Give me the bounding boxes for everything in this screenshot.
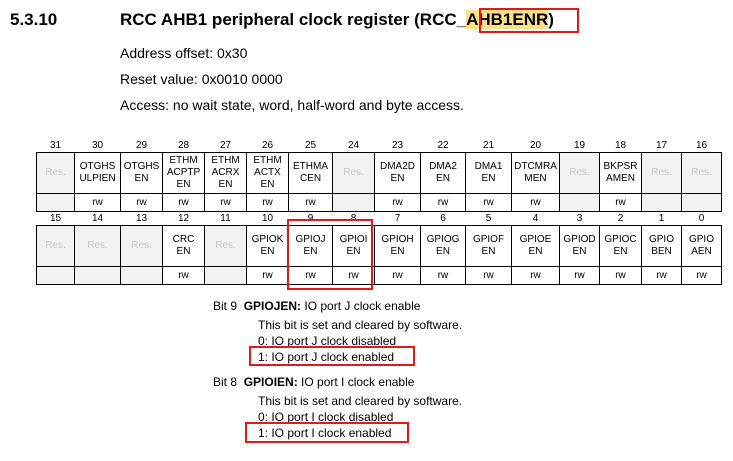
field-name-line: MEN	[524, 173, 547, 184]
access-cell: rw	[247, 267, 289, 285]
bit8-field-desc: IO port I clock enable	[297, 375, 415, 389]
access-cell	[682, 194, 722, 212]
access-cell: rw	[512, 194, 560, 212]
field-name-line: AEN	[691, 246, 712, 257]
title-highlight: AHB1ENR	[466, 10, 549, 29]
field-name-line: GPIOF	[472, 234, 505, 245]
access-cell: rw	[163, 267, 205, 285]
field-name-line: EN	[572, 246, 587, 257]
bit-number-29: 29	[135, 139, 148, 151]
reserved-field	[75, 226, 121, 267]
field-name-line: EN	[436, 246, 450, 257]
bit-number-21: 21	[482, 139, 495, 151]
field-name-line: Res.	[45, 240, 66, 251]
access-cell	[642, 194, 682, 212]
bit-number-2: 2	[617, 212, 624, 224]
access-cell	[37, 194, 75, 212]
access-cell: rw	[247, 194, 289, 212]
bit-number-0: 0	[698, 212, 705, 224]
field-gpiocen	[600, 226, 642, 267]
address-offset: Address offset: 0x30	[120, 45, 248, 61]
field-name-line: ACRX	[211, 167, 240, 178]
field-name-line: GPIOK	[251, 234, 284, 245]
access-cell: rw	[289, 194, 333, 212]
bit-number-13: 13	[135, 212, 148, 224]
reserved-field	[642, 153, 682, 194]
field-name-line: OTGHS	[123, 161, 160, 172]
field-name-line: BEN	[651, 246, 672, 257]
upper-bit-number-row	[37, 139, 722, 153]
access-cell: rw	[512, 267, 560, 285]
bit9-field-name: GPIOJEN:	[243, 299, 302, 313]
field-name-line: CEN	[299, 173, 322, 184]
bit-number-7: 7	[394, 212, 401, 224]
field-name-line: EN	[481, 246, 496, 257]
field-dma2en	[421, 153, 466, 194]
field-name-line: ETHM	[253, 155, 282, 166]
field-crcen	[163, 226, 205, 267]
reserved-field	[121, 226, 163, 267]
field-name-line: ETHMA	[293, 161, 328, 172]
access-cell	[37, 267, 75, 285]
field-bkpsramen	[600, 153, 642, 194]
field-name-line: ACTX	[254, 167, 281, 178]
field-gpiohen	[375, 226, 421, 267]
reset-value: Reset value: 0x0010 0000	[120, 71, 283, 87]
access-info: Access: no wait state, word, half-word and byte access.	[120, 97, 464, 113]
field-name-line: EN	[176, 246, 191, 257]
section-title	[120, 10, 554, 30]
access-cell: rw	[421, 194, 466, 212]
field-gpiogen	[421, 226, 466, 267]
bit9-note: This bit is set and cleared by software.	[258, 318, 463, 332]
field-name-line: OTGHS	[79, 161, 116, 172]
bit9-field-desc: IO port J clock enable	[301, 299, 421, 313]
register-bit-table	[36, 139, 722, 285]
bit9-label: Bit 9	[213, 299, 238, 313]
bit8-value1: 1: IO port I clock enabled	[258, 426, 392, 440]
field-name-line: EN	[260, 179, 275, 190]
access-cell: rw	[163, 194, 205, 212]
bit-number-24: 24	[347, 139, 360, 151]
field-name-line: GPIOJ	[295, 234, 326, 245]
field-name-line: EN	[436, 173, 450, 184]
upper-access-row	[37, 194, 722, 212]
access-cell: rw	[333, 267, 375, 285]
bit-number-22: 22	[437, 139, 449, 151]
bit8-field-name: GPIOIEN:	[243, 375, 298, 389]
field-name-line: DMA2	[429, 161, 457, 172]
bit-number-6: 6	[440, 212, 446, 224]
field-name-line: GPIOI	[339, 234, 368, 245]
bit-number-11: 11	[220, 212, 231, 224]
field-name-line: EN	[481, 173, 496, 184]
access-cell	[75, 267, 121, 285]
field-name-line: ULPIEN	[79, 173, 116, 184]
field-name-line: GPIOD	[563, 234, 596, 245]
field-gpioaen	[682, 226, 722, 267]
field-gpioeen	[512, 226, 560, 267]
field-name-line: DMA2D	[379, 161, 415, 172]
reserved-field	[37, 226, 75, 267]
bit-number-1: 1	[658, 212, 665, 224]
field-name-line: GPIO	[688, 234, 714, 245]
bit9-heading	[213, 299, 420, 313]
field-name-line: DTCMRA	[514, 161, 557, 172]
access-cell: rw	[600, 194, 642, 212]
field-name-line: Res.	[45, 167, 66, 178]
bit-number-30: 30	[91, 139, 104, 151]
bit-number-28: 28	[177, 139, 190, 151]
field-name-line: EN	[613, 246, 628, 257]
bit-number-20: 20	[529, 139, 542, 151]
access-cell: rw	[642, 267, 682, 285]
bit-number-12: 12	[177, 212, 190, 224]
lower-field-name-row	[37, 226, 722, 267]
field-name-line: EN	[528, 246, 543, 257]
field-dma1en	[466, 153, 512, 194]
field-gpiofen	[466, 226, 512, 267]
bit-number-17: 17	[655, 139, 668, 151]
bit-number-9: 9	[307, 212, 314, 224]
access-cell: rw	[205, 194, 247, 212]
lower-bit-number-row	[37, 212, 722, 226]
access-cell: rw	[600, 267, 642, 285]
bit-number-26: 26	[261, 139, 274, 151]
access-cell	[333, 194, 375, 212]
bit-number-25: 25	[304, 139, 317, 151]
bit-number-4: 4	[532, 212, 539, 224]
field-name-line: GPIO	[648, 234, 674, 245]
bit-number-14: 14	[91, 212, 104, 224]
bit-number-27: 27	[219, 139, 232, 151]
access-cell: rw	[375, 267, 421, 285]
bit-number-31: 31	[49, 139, 62, 151]
title-suffix: )	[548, 10, 554, 29]
field-name-line: EN	[134, 173, 149, 184]
field-name-line: Res.	[691, 167, 712, 178]
field-name-line: EN	[176, 179, 191, 190]
bit-number-5: 5	[485, 212, 492, 224]
bit-number-15: 15	[49, 212, 62, 224]
access-cell: rw	[75, 194, 121, 212]
field-gpiojen	[289, 226, 333, 267]
field-gpioben	[642, 226, 682, 267]
bit8-note: This bit is set and cleared by software.	[258, 394, 463, 408]
field-name-line: DMA1	[474, 161, 503, 172]
reserved-field	[205, 226, 247, 267]
bit8-label: Bit 8	[213, 375, 238, 389]
field-name-line: EN	[218, 179, 233, 190]
access-cell: rw	[421, 267, 466, 285]
bit9-value0: 0: IO port J clock disabled	[258, 334, 397, 348]
field-ethmacen	[289, 153, 333, 194]
access-cell	[121, 267, 163, 285]
field-name-line: GPIOC	[604, 234, 637, 245]
bit8-value0: 0: IO port I clock disabled	[258, 410, 394, 424]
access-cell: rw	[121, 194, 163, 212]
field-name-line: EN	[260, 246, 275, 257]
bit9-value1: 1: IO port J clock enabled	[258, 350, 395, 364]
bit-number-3: 3	[576, 212, 583, 224]
access-cell: rw	[289, 267, 333, 285]
section-number: 5.3.10	[10, 10, 58, 29]
field-name-line: Res.	[215, 240, 236, 251]
field-name-line: AMEN	[606, 173, 635, 184]
bit8-heading	[213, 375, 414, 389]
field-name-line: ETHM	[169, 155, 198, 166]
bit-number-16: 16	[695, 139, 708, 151]
upper-field-name-row	[37, 153, 722, 194]
field-name-line: ETHM	[211, 155, 240, 166]
field-gpioien	[333, 226, 375, 267]
field-name-line: Res.	[343, 167, 364, 178]
field-name-line: GPIOG	[426, 234, 460, 245]
field-dtcmramen	[512, 153, 560, 194]
field-name-line: BKPSR	[603, 161, 638, 172]
reserved-field	[333, 153, 375, 194]
access-cell	[205, 267, 247, 285]
field-gpioken	[247, 226, 289, 267]
bit-number-23: 23	[391, 139, 404, 151]
field-name-line: GPIOE	[519, 234, 552, 245]
field-name-line: Res.	[87, 240, 108, 251]
bit-number-8: 8	[350, 212, 357, 224]
field-name-line: Res.	[569, 167, 590, 178]
reserved-field	[37, 153, 75, 194]
field-name-line: EN	[390, 246, 405, 257]
field-dma2den	[375, 153, 421, 194]
access-cell: rw	[466, 267, 512, 285]
field-gpioden	[560, 226, 600, 267]
field-ethmactxen	[247, 153, 289, 194]
access-cell	[560, 194, 600, 212]
field-name-line: EN	[346, 246, 361, 257]
title-prefix: RCC AHB1 peripheral clock register (RCC_	[120, 10, 467, 29]
field-otghsen	[121, 153, 163, 194]
field-ethmacrxen	[205, 153, 247, 194]
bit-number-18: 18	[614, 139, 627, 151]
field-otghsulpien	[75, 153, 121, 194]
field-name-line: Res.	[131, 240, 152, 251]
access-cell: rw	[375, 194, 421, 212]
access-cell: rw	[560, 267, 600, 285]
reserved-field	[560, 153, 600, 194]
field-name-line: ACPTP	[166, 167, 201, 178]
access-cell: rw	[682, 267, 722, 285]
field-name-line: CRC	[172, 234, 195, 245]
field-name-line: EN	[390, 173, 405, 184]
field-name-line: EN	[303, 246, 318, 257]
field-ethmacptpen	[163, 153, 205, 194]
bit-number-19: 19	[573, 139, 586, 151]
reserved-field	[682, 153, 722, 194]
field-name-line: GPIOH	[381, 234, 414, 245]
lower-access-row	[37, 267, 722, 285]
field-name-line: Res.	[651, 167, 672, 178]
bit-number-10: 10	[261, 212, 274, 224]
access-cell: rw	[466, 194, 512, 212]
